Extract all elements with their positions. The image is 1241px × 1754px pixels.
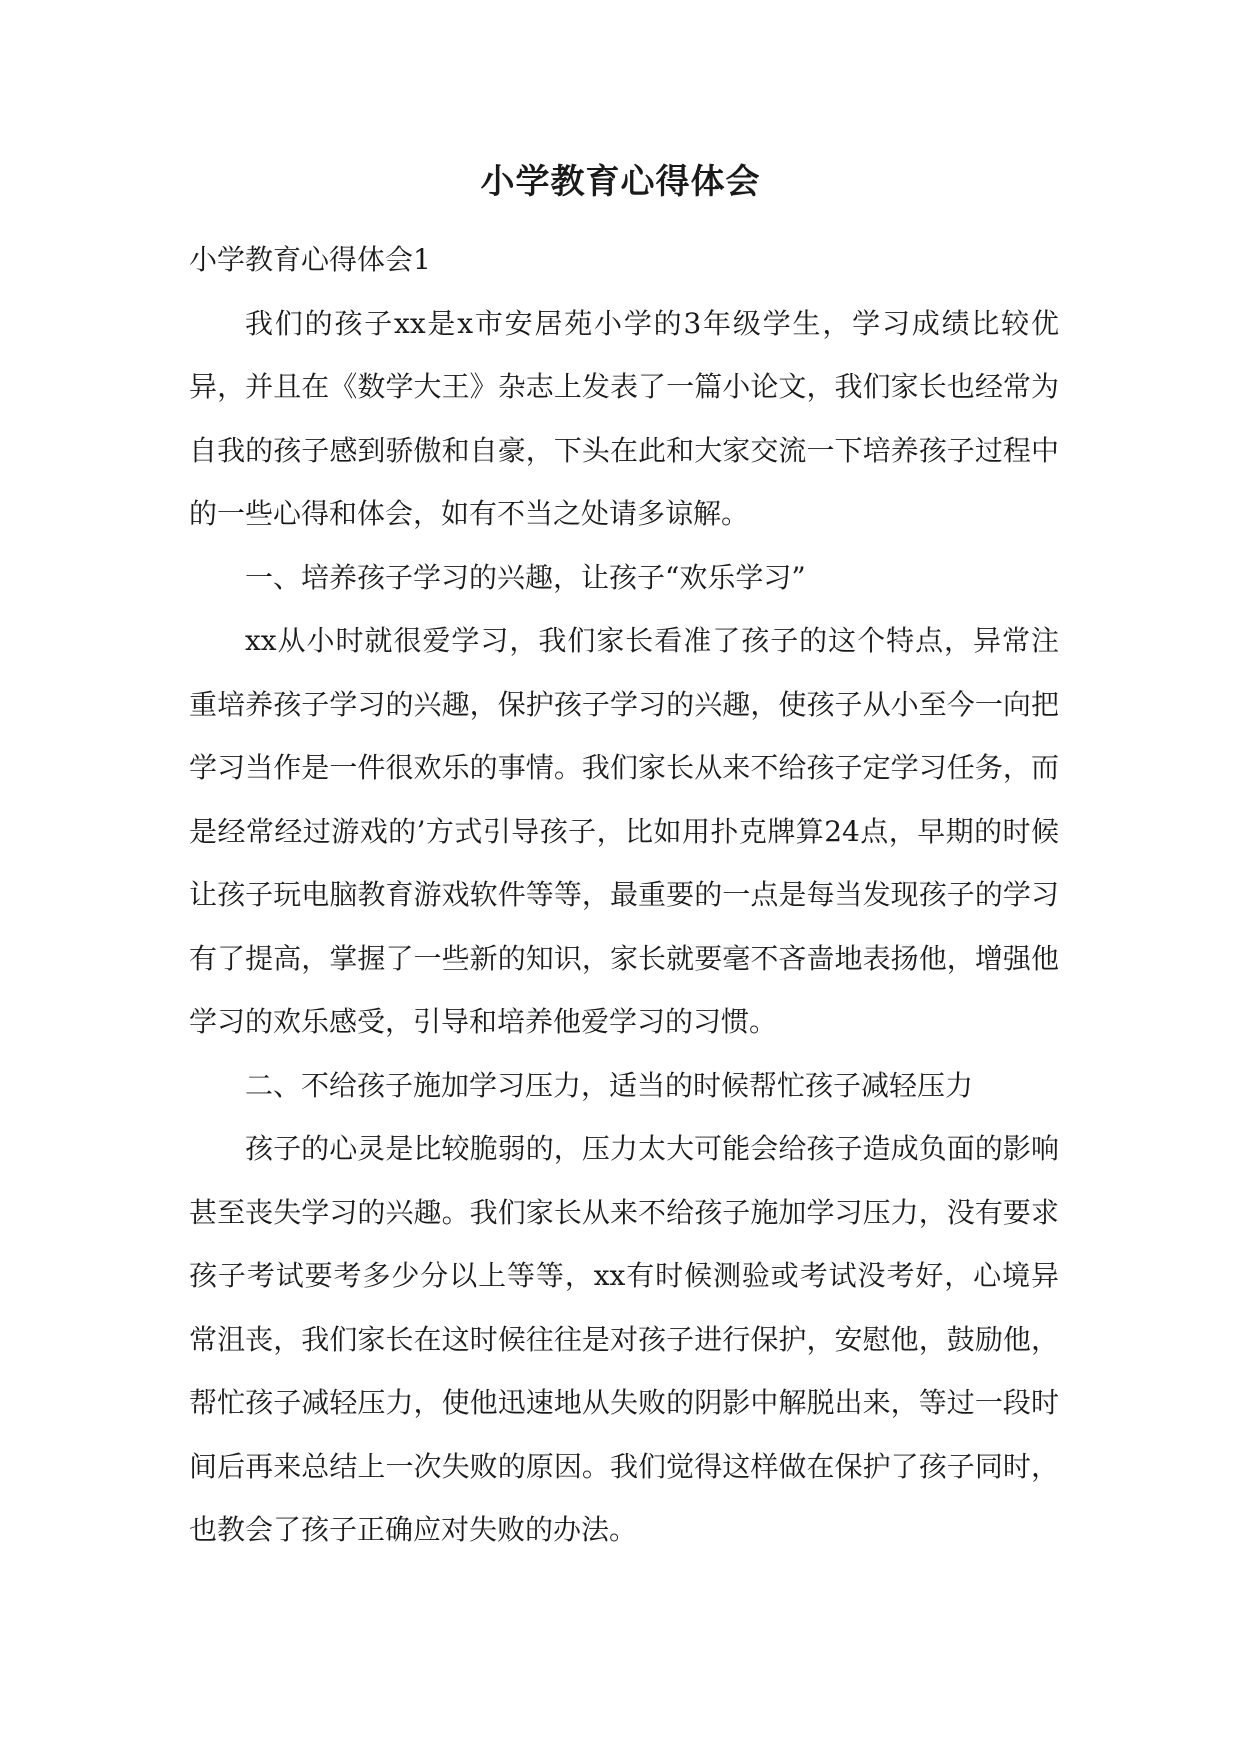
section-heading: 小学教育心得体会1 — [189, 243, 431, 276]
point-two-body: 孩子的心灵是比较脆弱的，压力太大可能会给孩子造成负面的影响甚至丧失学习的兴趣。我们家长从来不给孩子施加学习压力，没有要求孩子考试要考多少分以上等等，xx有时候测验或考试没考好，心境异常沮丧，我们家长在这时候往往是对孩子进行保护，安慰他，鼓励他，帮忙孩子减轻压力，使他迅速地从失败的阴影中解脱出来，等过一段时间后再来总结上一次失败的原因。我们觉得这样做在保护了孩子同时，也教会了孩子正确应对失败的办法。 — [189, 1132, 1059, 1546]
point-two-heading: 二、不给孩子施加学习压力，适当的时候帮忙孩子减轻压力 — [245, 1068, 974, 1102]
document-body — [189, 228, 1059, 1562]
paragraph-intro: 我们的孩子xx是x市安居苑小学的3年级学生，学习成绩比较优异，并且在《数学大王》杂志上发表了一篇小论文，我们家长也经常为自我的孩子感到骄傲和自豪，下头在此和大家交流一下培养孩子过程中的一些心得和体会，如有不当之处请多谅解。 — [189, 306, 1059, 530]
point-one-heading: 一、培养孩子学习的兴趣，让孩子“欢乐学习” — [245, 560, 806, 594]
point-one-body: xx从小时就很爱学习，我们家长看准了孩子的这个特点，异常注重培养孩子学习的兴趣，保护孩子学习的兴趣，使孩子从小至今一向把学习当作是一件很欢乐的事情。我们家长从来不给孩子定学习任务，而是经常经过游戏的’方式引导孩子，比如用扑克牌算24点，早期的时候让孩子玩电脑教育游戏软件等等，最重要的一点是每当发现孩子的学习有了提高，掌握了一些新的知识，家长就要毫不吝啬地表扬他，增强他学习的欢乐感受，引导和培养他爱学习的习惯。 — [189, 624, 1059, 1038]
document-title: 小学教育心得体会 — [480, 162, 761, 202]
